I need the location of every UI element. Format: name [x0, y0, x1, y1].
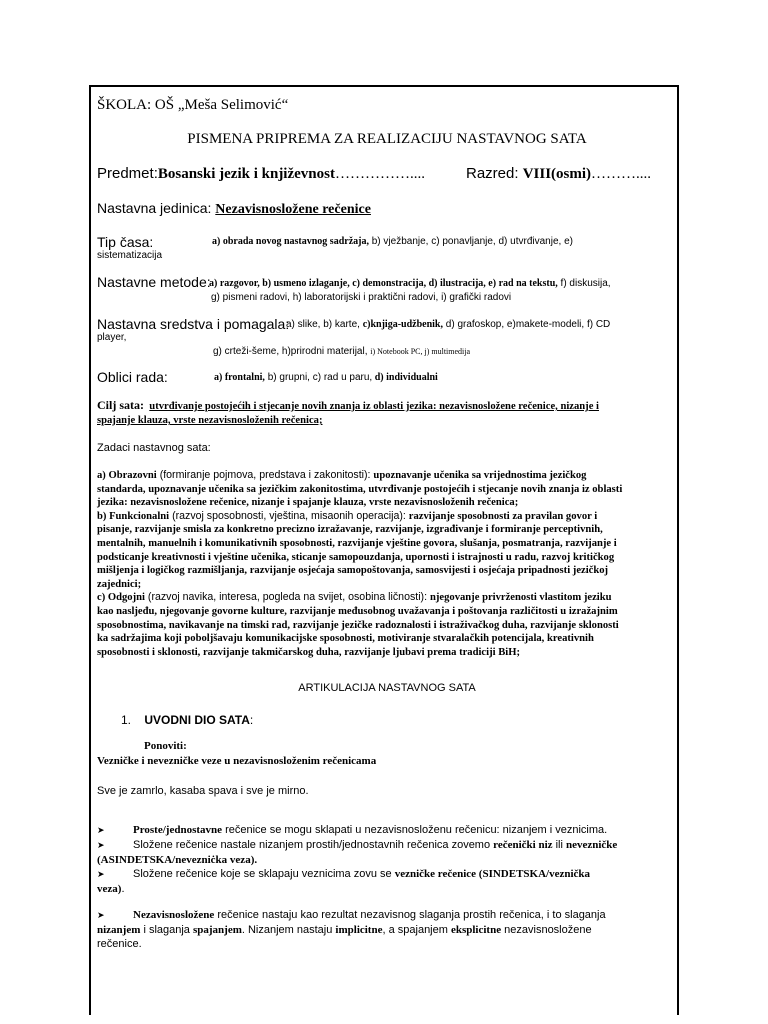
repeat-text: Vezničke i nevezničke veze u nezavisnosloženim rečenicama: [97, 755, 377, 767]
arrow-bullet-icon: ➤: [97, 841, 105, 851]
task-c-line5: sposobnosti i sklonosti, razvijanje takmičarskog duha, razvijanje ljubavi prema tradiciji BiH;: [97, 646, 520, 658]
goal-block: [97, 398, 599, 428]
bullet4-text-d: , a spajanjem: [382, 924, 451, 936]
school-label: ŠKOLA: OŠ „Meša Selimović“: [97, 97, 289, 113]
bullet2-bold1: rečenički niz: [493, 839, 553, 851]
intro-number: 1.: [121, 713, 132, 727]
lesson-type-selected: a) obrada novog nastavnog sadržaja,: [212, 236, 369, 247]
work-form-individual: d) individualni: [372, 372, 438, 383]
bullet2-bold2: nevezničke: [565, 839, 618, 851]
intro-heading: [121, 713, 253, 727]
resources-line2: player,: [97, 332, 127, 343]
unit-row: [97, 200, 371, 218]
bullet4-line3: rečenice.: [97, 938, 142, 950]
methods-label: Nastavne metode:: [97, 274, 211, 290]
task-b-label: b) Funkcionalni: [97, 510, 170, 522]
grade-value: VIII(osmi): [522, 166, 592, 182]
unit-value: Nezavisnosložene rečenice: [215, 202, 371, 217]
task-a-line2: standarda, upoznavanje učenika sa jezičkim zakonitostima, utvrđivanje postojećih i stjecanje novih znanja iz oblasti: [97, 483, 623, 495]
bullet3-dot: .: [121, 883, 125, 895]
grade-row: [466, 165, 651, 183]
bullet4-text-e: nezavisnosložene: [501, 924, 592, 936]
resources-line3a: g) crteži-šeme, h)prirodni materijal,: [213, 346, 371, 357]
bullet4-block: [97, 908, 677, 951]
task-a-paren: (formiranje pojmova, predstava i zakonitosti):: [156, 469, 374, 481]
task-a-line3: jezika: nezavisnosložene rečenice, nizanje i spajanje klauza, vrste nezavisnosloženih rečenica;: [97, 497, 519, 509]
work-form-frontal: a) frontalni,: [214, 372, 265, 383]
bullet4-nizanjem: nizanjem: [97, 924, 141, 936]
intro-label: UVODNI DIO SATA: [144, 713, 250, 727]
bullet4-spajanjem: spajanjem: [192, 924, 242, 936]
grade-dots: ………....: [591, 166, 652, 182]
bullet3-pre: Složene rečenice koje se sklapaju veznicima zovu se: [133, 868, 395, 880]
task-b-paren: (razvoj sposobnosti, vještina, misaonih operacija):: [169, 509, 409, 522]
lesson-type-others: b) vježbanje, c) ponavljanje, d) utvrđivanje, e): [368, 236, 573, 247]
task-c-paren: (razvoj navika, interesa, pogleda na svijet, osobina ličnosti):: [144, 591, 430, 604]
task-a-line1: upoznavanje učenika sa vrijednostima jezičkog: [373, 470, 587, 481]
page-title: PISMENA PRIPREMA ZA REALIZACIJU NASTAVNOG SATA: [187, 131, 587, 147]
work-forms-mid: b) grupni, c) rad u paru,: [264, 372, 373, 383]
bullet3-bold: vezničke rečenice (SINDETSKA/veznička: [394, 868, 591, 880]
task-c-label: c) Odgojni: [97, 592, 145, 604]
resources-pre: a) slike, b) karte,: [286, 319, 363, 330]
arrow-bullet-icon: ➤: [97, 826, 105, 836]
task-b-line2: pisanje, razvijanje smisla za konkretno precizno izražavanje, razvijanje, izgrađivanje i formiranje perceptivnih,: [97, 524, 603, 536]
resources-label: Nastavna sredstva i pomagala:: [97, 316, 290, 332]
intro-colon: :: [249, 713, 254, 727]
example-sentence: Sve je zamrlo, kasaba spava i sve je mirno.: [97, 785, 309, 797]
subject-dots: ……………....: [334, 166, 425, 182]
subject-value: Bosanski jezik i književnost: [157, 166, 335, 182]
task-c-line2: kao nasljeđu, njegovanje govorne kulture, razvijanje međusobnog uvažavanja i poštovanja različitosti u izražajnim: [97, 605, 618, 617]
arrow-bullet-icon: ➤: [97, 911, 105, 921]
task-c-line1: njegovanje privrženosti vlastitom jeziku: [429, 592, 612, 604]
bullet2-pre: Složene rečenice nastale nizanjem prostih/jednostavnih rečenica zovemo: [133, 839, 494, 851]
bullet2-mid: ili: [552, 839, 566, 851]
bullet4-implicitne: implicitne: [335, 924, 383, 936]
goal-text-line1: utvrđivanje postojećih i stjecanje novih znanja iz oblasti jezika: nezavisnosložene rečenice, nizanje i: [149, 401, 599, 412]
task-b-line1: razvijanje sposobnosti za pravilan govor i: [408, 510, 598, 522]
repeat-label: Ponoviti:: [144, 740, 187, 752]
methods-selected: a) razgovor, b) usmeno izlaganje, c) demonstracija, d) ilustracija, e) rad na tekstu,: [209, 278, 558, 289]
subject-row: [97, 165, 425, 183]
lesson-type-options: [212, 236, 573, 247]
resources-line3: [213, 346, 470, 357]
bullet1-text: rečenice se mogu sklapati u nezavisnosloženu rečenicu: nizanjem i veznicima.: [222, 824, 608, 836]
task-b-line5: mišljenja i logičkog razmišljanja, razvijanje osjećaja samopoštovanja, samosvijesti i osjećaja pripadnosti jezičkoj: [97, 565, 609, 577]
bullet-list: [97, 823, 677, 896]
task-b-line3: mentalnih, manuelnih i komunikativnih sposobnosti, razvijanje vještine govora, slušanja, posmatranja, razvijanje i: [97, 537, 617, 549]
bullet4-text-a: i slaganja: [140, 924, 193, 936]
bullet4-text: rečenice nastaju kao rezultat nezavisnog slaganja prostih rečenica, i to slaganja: [214, 909, 606, 921]
methods-line2: g) pismeni radovi, h) laboratorijski i praktični radovi, i) grafički radovi: [211, 292, 512, 303]
unit-label: Nastavna jedinica:: [97, 200, 216, 216]
bullet3-line2: veza): [97, 883, 122, 895]
task-a-label: a) Obrazovni: [97, 470, 157, 481]
lesson-type-label: Tip časa:: [97, 234, 154, 250]
task-b-line6: zajednici;: [97, 578, 142, 590]
bullet4-text-c: . Nizanjem nastaju: [241, 924, 336, 936]
articulation-title: ARTIKULACIJA NASTAVNOG SATA: [298, 682, 476, 694]
task-b-line4: podsticanje kreativnosti i vještine učenika, sticanje samopouzdanja, upornosti i istrajnosti u radu, razvoj kritičkog: [97, 551, 615, 563]
work-forms-label: Oblici rada:: [97, 369, 168, 385]
grade-label: Razred:: [466, 165, 523, 182]
task-c-line3: sposobnostima, navikavanje na timski rad, razvijanje jezičke radoznalosti i istraživačkog duha, razvijanje sklonosti: [97, 619, 619, 631]
lesson-type-line2: sistematizacija: [97, 250, 163, 261]
methods-others: f) diskusija,: [557, 278, 611, 289]
tasks-block: [97, 469, 677, 659]
subject-label: Predmet:: [97, 165, 158, 182]
bullet4-bold: Nezavisnosložene: [133, 909, 215, 921]
resources-options: [286, 319, 610, 330]
arrow-bullet-icon: ➤: [97, 870, 105, 880]
goal-label: Cilj sata:: [97, 398, 144, 412]
bullet2-line2: (ASINDETSKA/nevezniċka veza).: [97, 854, 258, 866]
goal-text-line2: spajanje klauza, vrste nezavisnosloženih rečenica;: [97, 415, 323, 426]
task-c-line4: ka sadržajima koji poboljšavaju komunikacijske sposobnosti, motiviranje stvaralačkih potencijala, kreativnih: [97, 633, 594, 645]
bullet4-eksplicitne: eksplicitne: [450, 924, 502, 936]
resources-others: d) grafoskop, e)makete-modeli, f) CD: [443, 319, 611, 330]
methods-options: [209, 278, 611, 289]
resources-line3b: i) Notebook PC, j) multimedija: [370, 347, 471, 356]
resources-selected: c)knjiga-udžbenik,: [362, 319, 443, 330]
work-forms-options: [214, 372, 438, 383]
bullet1-bold: Proste/jednostavne: [133, 824, 223, 836]
tasks-label: Zadaci nastavnog sata:: [97, 442, 211, 454]
